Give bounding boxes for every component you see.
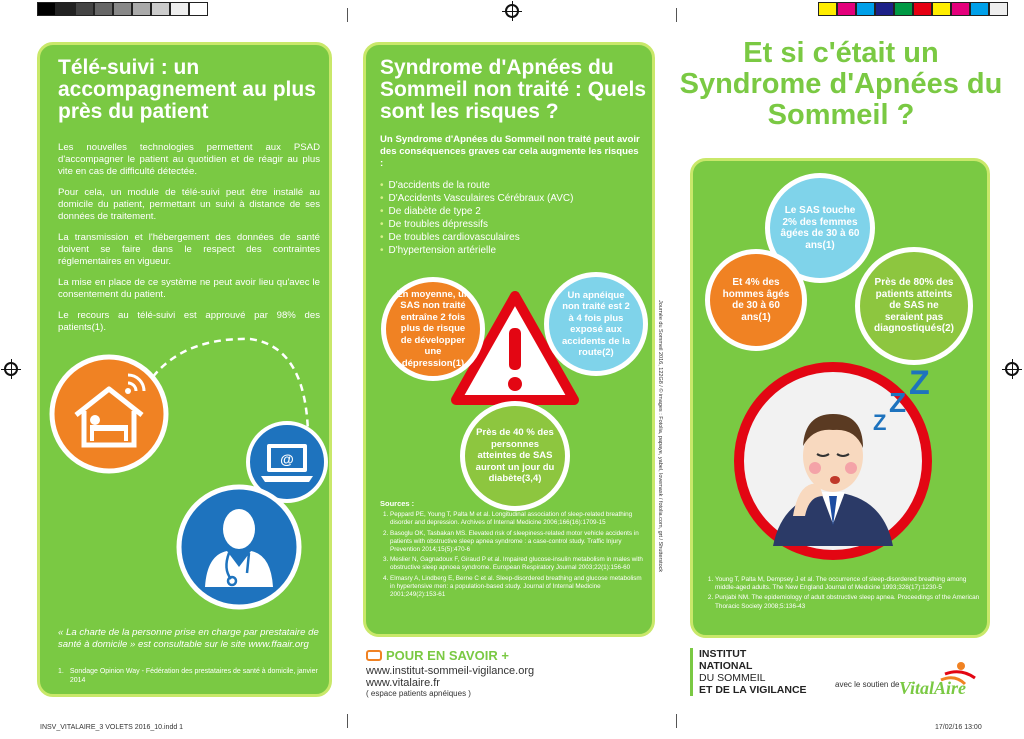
list-item: • D'Accidents Vasculaires Cérébraux (AVC): [380, 192, 644, 205]
registration-mark-right: [1005, 362, 1019, 376]
logo-line: DU SOMMEIL: [699, 672, 766, 684]
charter-note: « La charte de la personne prise en charge par prestataire de santé à domicile » est consultable sur le site www.ffaair.org: [58, 627, 319, 650]
file-slug: INSV_VITALAIRE_3 VOLETS 2016_10.indd 1: [40, 724, 184, 731]
vitalaire-link[interactable]: www.vitalaire.fr: [366, 677, 440, 689]
registration-mark-left: [4, 362, 18, 376]
paragraph: Pour cela, un module de télé-suivi peut être installé au domicile du patient, permettant un suivi à distance de ses données de traitement.: [58, 187, 320, 222]
list-item: • D'accidents de la route: [380, 179, 644, 192]
crop-mark: [347, 8, 348, 22]
speech-bubble-icon: [366, 650, 382, 661]
more-info-title: [366, 648, 646, 663]
list-item: 2. Punjabi NM. The epidemiology of adult obstructive sleep apnea. Proceedings of the American Thoracic Society 2008;5:136-43: [715, 594, 981, 610]
vitalaire-logo: [895, 660, 985, 705]
insv-logo: [690, 648, 807, 696]
list-item: • De diabète de type 2: [380, 205, 644, 218]
svg-text:Z: Z: [909, 364, 930, 402]
list-item: 4. Elmasry A, Lindberg E, Berne C et al. Sleep-disordered breathing and glucose metabolism in hypertensive men: a population-based study. Journal of Internal Medicine 2001;249(2):153-61: [390, 575, 646, 600]
telesuivi-panel: [37, 42, 332, 697]
vitalaire-wordmark: VitalAire: [899, 678, 967, 698]
more-info-title-text: POUR EN SAVOIR +: [386, 648, 509, 663]
panel-title: Syndrome d'Apnées du Sommeil non traité : Quels sont les risques ?: [380, 56, 647, 123]
logo-line: ET DE LA VIGILANCE: [699, 684, 807, 696]
sleepy-man-illustration: [733, 356, 943, 566]
footnote-number: 1.: [58, 668, 64, 675]
color-bar: [818, 2, 1008, 16]
svg-text:@: @: [280, 451, 294, 467]
paragraph: Les nouvelles technologies permettent aux PSAD d'accompagner le patient au quotidien et de réagir au plus vite en cas de difficulté détectée.: [58, 142, 320, 177]
image-credit-text: Journée du Sommeil 2016, 122G8 / © images : Fotolia, papaye, yabel, lovemask / fotolia.com, grt / Shutterstock: [657, 300, 663, 573]
women-prevalence-bubble: Le SAS touche 2% des femmes âgées de 30 à 60 ans(1): [765, 173, 875, 283]
footnote-text: Sondage Opinion Way - Fédération des prestataires de santé à domicile, janvier 2014: [69, 668, 318, 684]
undiagnosed-bubble: Près de 80% des patients atteints de SAS ne seraient pas diagnostiqués(2): [855, 247, 973, 365]
diabetes-bubble: Près de 40 % des personnes atteintes de SAS auront un jour du diabète(3,4): [460, 401, 570, 511]
panel-title: Télé-suivi : un accompagnement au plus près du patient: [58, 56, 316, 123]
cover-title: Et si c'était un Syndrome d'Apnées du Sommeil ?: [679, 37, 1003, 131]
list-item: 3. Meslier N, Gagnadoux F, Giraud P et al. Impaired glucose-insulin metabolism in males with obstructive sleep apnoea syndrome. European Respiratory Journal 2003;22(1):156-60: [390, 556, 646, 572]
list-item: • De troubles dépressifs: [380, 218, 644, 231]
men-prevalence-bubble: Et 4% des hommes âgés de 30 à 60 ans(1): [705, 249, 807, 351]
list-item: • D'hypertension artérielle: [380, 244, 644, 257]
logo-line: NATIONAL: [699, 660, 753, 672]
home-care-icon: [48, 353, 170, 475]
depression-bubble: En moyenne, un SAS non traité entraîne 2 fois plus de risque de développer une dépression(1): [381, 277, 485, 381]
sources: [380, 500, 646, 601]
footnote: [58, 667, 320, 685]
intro-text: Un Syndrome d'Apnées du Sommeil non traité peut avoir des conséquences graves car cela augmente les risques :: [380, 134, 640, 169]
road-accident-bubble: Un apnéique non traité est 2 à 4 fois plus exposé aux accidents de la route(2): [544, 272, 648, 376]
svg-text:Z: Z: [873, 410, 887, 435]
sources-title: Sources :: [380, 499, 415, 508]
insv-link[interactable]: www.institut-sommeil-vigilance.org: [366, 665, 535, 677]
panel-body: [58, 142, 320, 343]
patient-space-note: ( espace patients apnéiques ): [366, 689, 471, 698]
sources-list: [380, 511, 646, 599]
risks-panel: [363, 42, 655, 637]
crop-mark: [347, 714, 348, 728]
list-item: 1. Peppard PE, Young T, Palta M et al. Longitudinal association of sleep-related breathing disorder and depression. Archives of Internal Medicine 2006;166(16):1709-15: [390, 511, 646, 527]
paragraph: La mise en place de ce système ne peut avoir lieu qu'avec le consentement du patient.: [58, 277, 320, 300]
image-credit: [651, 300, 665, 620]
list-item: • De troubles cardiovasculaires: [380, 231, 644, 244]
list-item: 1. Young T, Palta M, Dempsey J et al. The occurrence of sleep-disordered breathing among middle-aged adults. The New England Journal of Medicine 1993;328(17):1230-5: [715, 576, 981, 592]
paragraph: La transmission et l'hébergement des données de santé doivent se faire dans le respect des contraintes réglementaires en vigueur.: [58, 232, 320, 267]
print-date: 17/02/16 13:00: [935, 724, 982, 731]
risk-list: [380, 179, 644, 257]
list-item: 2. Basoglu OK, Tasbakan MS. Elevated risk of sleepiness-related motor vehicle accidents in patients with obstructive sleep apnea syndrome : a case-control study. Traffic Injury Prevention 2014;15(5):470-6: [390, 530, 646, 555]
registration-mark-top: [505, 4, 519, 18]
references: [705, 576, 981, 613]
crop-mark: [676, 714, 677, 728]
prevalence-panel: [690, 158, 990, 638]
more-info-block: [366, 648, 646, 698]
support-text: avec le soutien de: [835, 680, 900, 689]
references-list: [705, 576, 981, 611]
doctor-icon: [175, 483, 303, 611]
crop-mark: [676, 8, 677, 22]
paragraph: Le recours au télé-suivi est approuvé par 98% des patients(1).: [58, 310, 320, 333]
svg-text:Z: Z: [889, 387, 907, 418]
logo-line: INSTITUT: [699, 648, 747, 660]
grayscale-bar: [37, 2, 208, 16]
